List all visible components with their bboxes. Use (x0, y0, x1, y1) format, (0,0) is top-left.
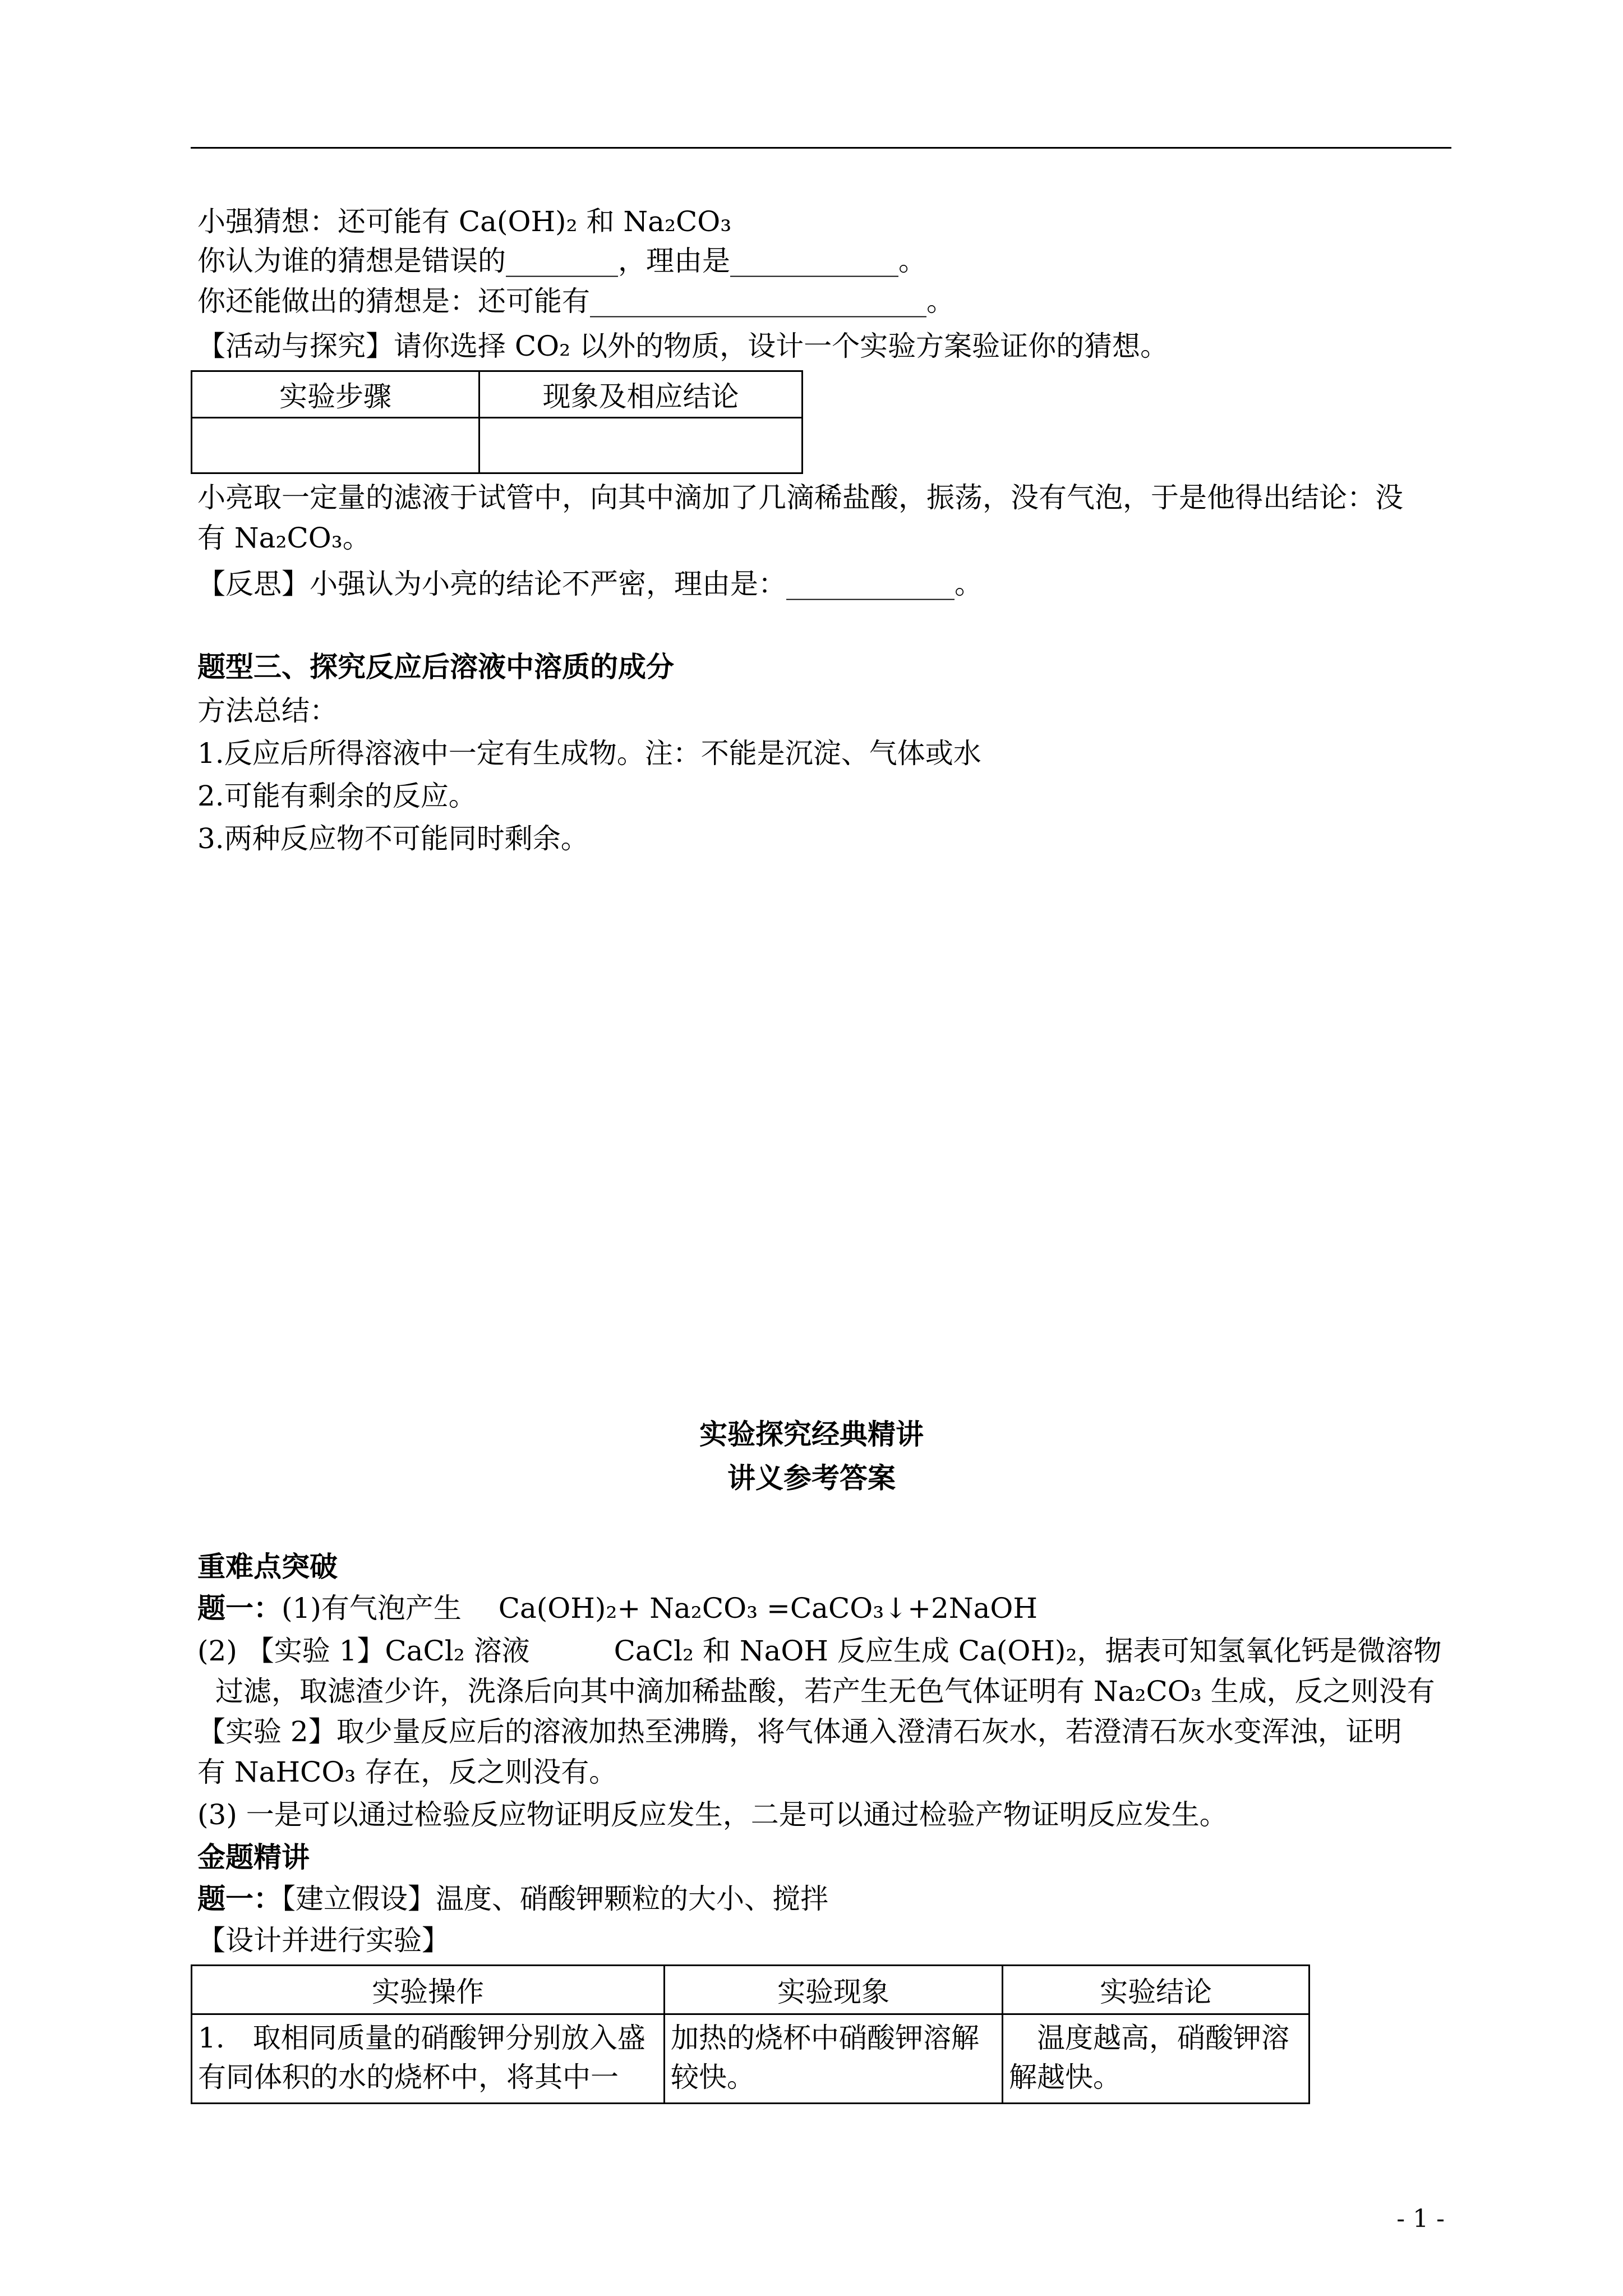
reflection-line: 【反思】小强认为小亮的结论不严密，理由是：____________。 (197, 568, 983, 600)
answer-line: 过滤，取滤渣少许，洗涤后向其中滴加稀盐酸，若产生无色气体证明有 Na₂CO₃ 生成，反之则没有 (215, 1675, 1435, 1708)
heading: 金题精讲 (197, 1841, 310, 1874)
heading: 重难点突破 (197, 1550, 338, 1583)
answer-text: (1)有气泡产生 Ca(OH)₂+ Na₂CO₃ =CaCO₃↓+2NaOH (282, 1592, 1038, 1625)
guess-line: 小强猜想：还可能有 Ca(OH)₂ 和 Na₂CO₃ (197, 205, 732, 238)
question-label: 题一： (197, 1591, 282, 1625)
answer-line: 【实验 2】取少量反应后的溶液加热至沸腾，将气体通入澄清石灰水，若澄清石灰水变浑浊，证明 (197, 1715, 1402, 1748)
method-item: 3.两种反应物不可能同时剩余。 (197, 822, 589, 855)
answer-line: (3) 一是可以通过检验反应物证明反应发生，二是可以通过检验产物证明反应发生。 (197, 1798, 1228, 1831)
table-cell: 温度越高，硝酸钾溶解越快。 (1003, 2014, 1310, 2104)
table-cell (192, 418, 479, 473)
experiment-table (191, 370, 803, 474)
answers-title: 实验探究经典精讲 (699, 1418, 924, 1451)
conclusion-line: 有 Na₂CO₃。 (197, 522, 371, 554)
table-cell: 1. 取相同质量的硝酸钾分别放入盛有同体积的水的烧杯中，将其中一 (192, 2014, 665, 2104)
table-header: 实验步骤 (192, 371, 479, 418)
answer-line (197, 1589, 1038, 1628)
section-title: 题型三、探究反应后溶液中溶质的成分 (197, 650, 674, 683)
page-number: - 1 - (1396, 2205, 1445, 2233)
table-header: 现象及相应结论 (479, 371, 803, 418)
answer-line: 有 NaHCO₃ 存在，反之则没有。 (197, 1756, 617, 1788)
table-header: 实验现象 (665, 1966, 1003, 2014)
design-line: 【设计并进行实验】 (197, 1924, 450, 1957)
question-line: 你认为谁的猜想是错误的________，理由是____________。 (197, 245, 926, 277)
activity-line: 【活动与探究】请你选择 CO₂ 以外的物质，设计一个实验方案验证你的猜想。 (197, 330, 1169, 362)
answer-line: (2) 【实验 1】CaCl₂ 溶液 CaCl₂ 和 NaOH 反应生成 Ca(OH)₂，据表可知氢氧化钙是微溶物 (197, 1635, 1442, 1667)
answer-text: 【建立假设】温度、硝酸钾颗粒的大小、搅拌 (282, 1883, 828, 1915)
method-intro: 方法总结： (197, 694, 338, 727)
table-header: 实验结论 (1003, 1966, 1310, 2014)
conclusion-line: 小亮取一定量的滤液于试管中，向其中滴加了几滴稀盐酸，振荡，没有气泡，于是他得出结论：没 (197, 481, 1403, 514)
method-item: 1.反应后所得溶液中一定有生成物。注：不能是沉淀、气体或水 (197, 737, 981, 770)
question-line: 你还能做出的猜想是：还可能有________________________。 (197, 285, 955, 318)
answer-line (197, 1879, 828, 1918)
table-cell (479, 418, 803, 473)
table-header: 实验操作 (192, 1966, 665, 2014)
question-label: 题一： (197, 1882, 282, 1915)
table-cell: 加热的烧杯中硝酸钾溶解较快。 (665, 2014, 1003, 2104)
header-rule (191, 147, 1451, 149)
method-item: 2.可能有剩余的反应。 (197, 780, 477, 812)
answer-table (191, 1964, 1310, 2104)
answers-subtitle: 讲义参考答案 (727, 1461, 896, 1494)
